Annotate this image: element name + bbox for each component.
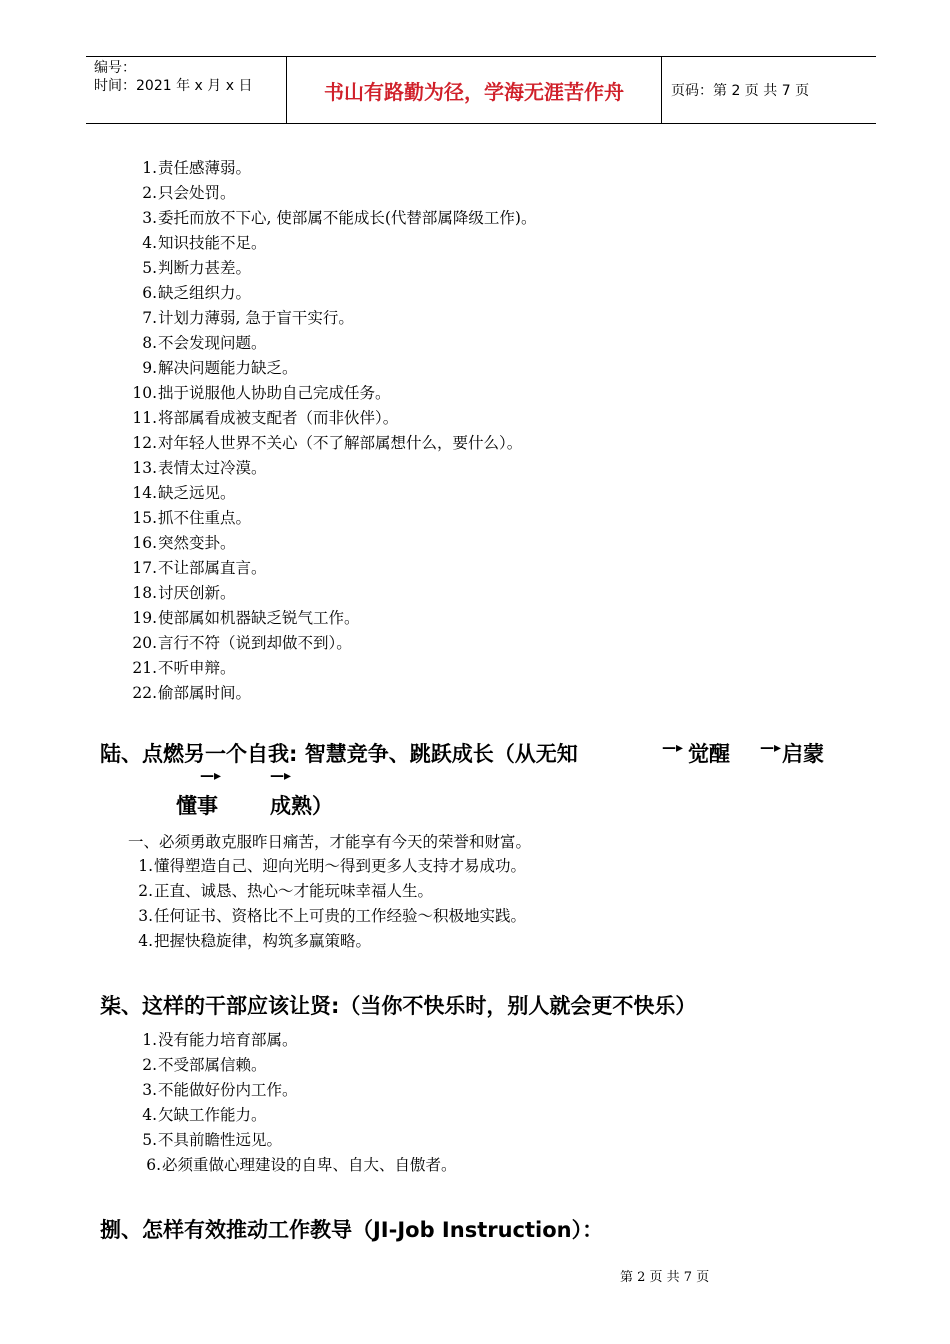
list-item [0, 331, 950, 356]
list-item [0, 481, 950, 506]
arrow-icon: —▸ [200, 768, 222, 784]
stage-sensible: 懂事 [176, 794, 218, 818]
stage-mature: 成熟） [270, 794, 333, 818]
item-number: 5. [142, 1131, 157, 1149]
item-number: 19. [132, 609, 157, 627]
header-page-label: 页码：第 2 页 共 7 页 [671, 83, 810, 99]
item-number: 21. [132, 659, 157, 677]
section-6-heading [100, 738, 578, 768]
list-item [0, 631, 950, 656]
item-number: 6. [142, 284, 157, 302]
item-text: 突然变卦。 [158, 534, 236, 552]
list-item [0, 281, 950, 306]
item-text: 任何证书、资格比不上可贵的工作经验～积极地实践。 [154, 907, 527, 925]
item-number: 1. [142, 159, 157, 177]
item-number: 16. [132, 534, 157, 552]
item-text: 没有能力培育部属。 [158, 1031, 298, 1049]
arrow-icon: —▸ [270, 768, 292, 784]
list-item [0, 506, 950, 531]
time-label: 时间：2021 年 x 月 x 日 [94, 78, 253, 94]
list-item [0, 381, 950, 406]
list-item [0, 656, 950, 681]
item-number: 3. [138, 907, 153, 925]
item-number: 7. [142, 309, 157, 327]
section-8-heading: 捌、怎样有效推动工作教导（JI-Job Instruction）： [100, 1218, 604, 1242]
item-text: 欠缺工作能力。 [158, 1106, 267, 1124]
list-item [0, 1078, 950, 1103]
list-section-6 [0, 854, 950, 954]
item-text: 责任感薄弱。 [158, 159, 252, 177]
item-text: 解决问题能力缺乏。 [158, 359, 298, 377]
item-number: 6. [146, 1156, 161, 1174]
item-text: 不让部属直言。 [158, 559, 267, 577]
item-number: 10. [132, 384, 157, 402]
arrow-icon: —▸ [760, 740, 782, 756]
list-item [0, 256, 950, 281]
item-number: 14. [132, 484, 157, 502]
item-number: 4. [142, 1106, 157, 1124]
page-footer: 第 2 页 共 7 页 [620, 1270, 710, 1285]
list-item [0, 306, 950, 331]
item-number: 22. [132, 684, 157, 702]
item-text: 必须重做心理建设的自卑、自大、自傲者。 [162, 1156, 457, 1174]
list-item [0, 581, 950, 606]
item-number: 18. [132, 584, 157, 602]
item-number: 15. [132, 509, 157, 527]
list-item [0, 156, 950, 181]
item-text: 使部属如机器缺乏锐气工作。 [158, 609, 360, 627]
header-motto: 书山有路勤为径，学海无涯苦作舟 [286, 57, 662, 123]
item-text: 拙于说服他人协助自己完成任务。 [158, 384, 391, 402]
list-leader-faults [0, 156, 950, 706]
list-item [0, 1153, 950, 1178]
list-item [0, 181, 950, 206]
item-text: 讨厌创新。 [158, 584, 236, 602]
stage-awaken: 觉醒 [688, 742, 730, 766]
list-item [0, 929, 950, 954]
list-item [0, 456, 950, 481]
item-number: 3. [142, 209, 157, 227]
item-text: 不具前瞻性远见。 [158, 1131, 283, 1149]
item-number: 9. [142, 359, 157, 377]
item-number: 2. [142, 184, 157, 202]
item-text: 偷部属时间。 [158, 684, 252, 702]
list-item [0, 356, 950, 381]
item-number: 11. [132, 409, 157, 427]
list-item [0, 1053, 950, 1078]
item-text: 缺乏远见。 [158, 484, 236, 502]
item-number: 4. [142, 234, 157, 252]
item-text: 只会处罚。 [158, 184, 236, 202]
list-item [0, 231, 950, 256]
item-number: 8. [142, 334, 157, 352]
list-section-7 [0, 1028, 950, 1178]
item-number: 1. [138, 857, 153, 875]
item-text: 把握快稳旋律，构筑多赢策略。 [154, 932, 372, 950]
list-item [0, 406, 950, 431]
item-number: 17. [132, 559, 157, 577]
item-text: 对年轻人世界不关心（不了解部属想什么，要什么）。 [158, 434, 523, 452]
item-number: 20. [132, 634, 157, 652]
section-6-subheading: 一、必须勇敢克服昨日痛苦，才能享有今天的荣誉和财富。 [128, 833, 532, 851]
item-text: 缺乏组织力。 [158, 284, 252, 302]
list-item [0, 556, 950, 581]
list-item [0, 1028, 950, 1053]
list-item [0, 1103, 950, 1128]
list-item [0, 531, 950, 556]
section-6-heading-text: 陆、点燃另一个自我: 智慧竞争、跳跃成长（从无知 [100, 742, 578, 766]
item-text: 言行不符（说到却做不到）。 [158, 634, 352, 652]
item-text: 不会发现问题。 [158, 334, 267, 352]
header-left-cell [86, 57, 286, 125]
item-text: 抓不住重点。 [158, 509, 252, 527]
item-text: 不听申辩。 [158, 659, 236, 677]
list-item [0, 681, 950, 706]
item-number: 2. [142, 1056, 157, 1074]
item-text: 判断力甚差。 [158, 259, 252, 277]
item-number: 3. [142, 1081, 157, 1099]
item-text: 委托而放不下心, 使部属不能成长(代替部属降级工作)。 [158, 209, 537, 227]
list-item [0, 206, 950, 231]
item-number: 2. [138, 882, 153, 900]
number-label: 编号： [94, 60, 136, 76]
list-item [0, 431, 950, 456]
item-text: 正直、诚恳、热心～才能玩味幸福人生。 [154, 882, 434, 900]
stage-enlighten: 启蒙 [782, 742, 824, 766]
item-number: 5. [142, 259, 157, 277]
list-item [0, 1128, 950, 1153]
item-text: 计划力薄弱, 急于盲干实行。 [158, 309, 354, 327]
item-text: 将部属看成被支配者（而非伙伴）。 [158, 409, 399, 427]
item-number: 4. [138, 932, 153, 950]
item-text: 知识技能不足。 [158, 234, 267, 252]
item-number: 13. [132, 459, 157, 477]
list-item [0, 854, 950, 879]
section-7-heading: 柒、这样的干部应该让贤:（当你不快乐时，别人就会更不快乐） [100, 994, 697, 1018]
item-text: 懂得塑造自己、迎向光明～得到更多人支持才易成功。 [154, 857, 527, 875]
list-item [0, 904, 950, 929]
item-number: 1. [142, 1031, 157, 1049]
item-text: 不受部属信赖。 [158, 1056, 267, 1074]
item-text: 不能做好份内工作。 [158, 1081, 298, 1099]
item-number: 12. [132, 434, 157, 452]
page-header [86, 56, 876, 124]
list-item [0, 606, 950, 631]
item-text: 表情太过冷漠。 [158, 459, 267, 477]
arrow-icon: —▸ [662, 740, 684, 756]
list-item [0, 879, 950, 904]
